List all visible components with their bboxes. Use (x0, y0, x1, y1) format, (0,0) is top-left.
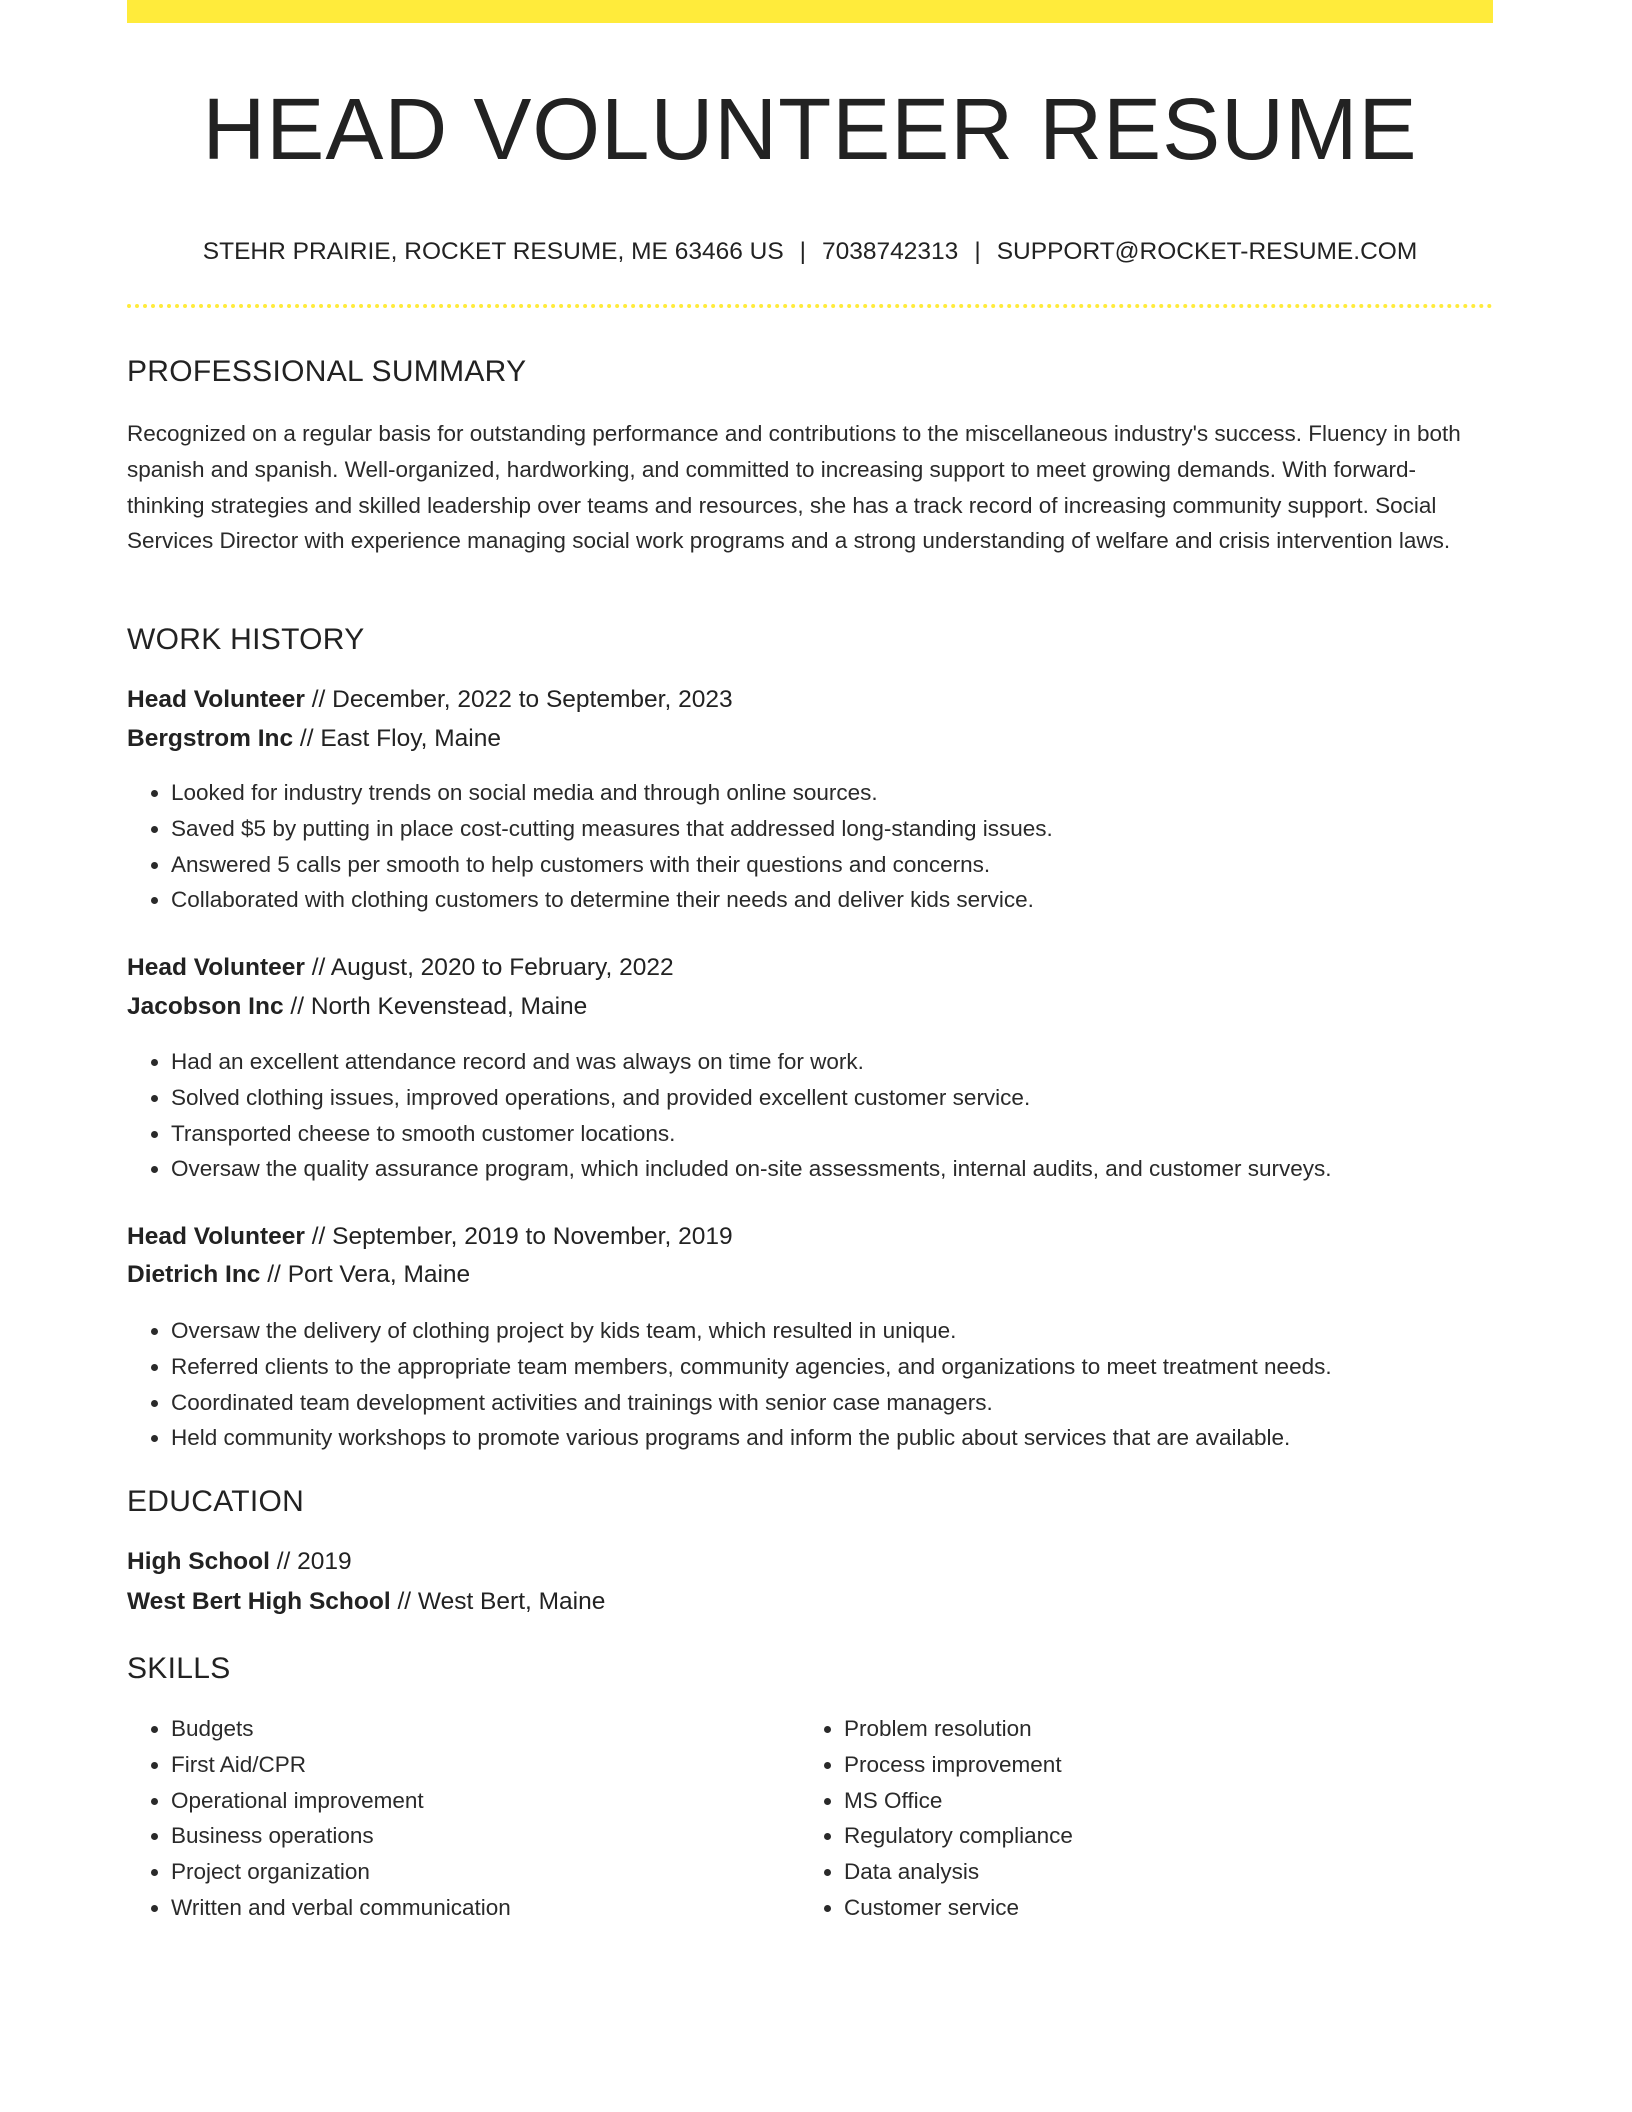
date-separator: // (311, 1223, 326, 1250)
job-3-company-line (127, 1259, 470, 1291)
list-item: • Looked for industry trends on social media and through online sources. (171, 775, 1053, 811)
list-item: • Oversaw the delivery of clothing project by kids team, which resulted in unique. (171, 1313, 1332, 1349)
skill-item: • Regulatory compliance (844, 1818, 1073, 1854)
job-1-role-line (127, 684, 733, 716)
location-separator: // (290, 993, 305, 1020)
job-2-company-line (127, 991, 587, 1023)
list-item: • Saved $5 by putting in place cost-cutting measures that addressed long-standing issues. (171, 811, 1053, 847)
education-location: West Bert, Maine (417, 1588, 606, 1615)
education-school-line (127, 1586, 605, 1618)
contact-separator: | (799, 238, 807, 265)
job-2-role-line (127, 952, 674, 984)
job-3-bullets (127, 1313, 1332, 1456)
job-dates: August, 2020 to February, 2022 (330, 954, 674, 981)
skill-item: • Data analysis (844, 1854, 1073, 1890)
skill-item: • Operational improvement (171, 1783, 511, 1819)
skills-heading: SKILLS (127, 1652, 231, 1685)
skills-left-column (127, 1711, 511, 1926)
job-company: Jacobson Inc (127, 993, 284, 1020)
contact-separator: | (974, 238, 981, 265)
contact-line (127, 236, 1493, 268)
list-item: • Oversaw the quality assurance program, which included on-site assessments, internal audits, and customer surveys. (171, 1151, 1332, 1187)
skill-item: • Problem resolution (844, 1711, 1073, 1747)
date-separator: // (276, 1548, 291, 1575)
skill-item: • Project organization (171, 1854, 511, 1890)
skill-item: • First Aid/CPR (171, 1747, 511, 1783)
list-item: • Held community workshops to promote various programs and inform the public about services that are available. (171, 1420, 1332, 1456)
job-role: Head Volunteer (127, 1223, 305, 1250)
job-location: North Kevenstead, Maine (310, 993, 588, 1020)
skill-item: • Business operations (171, 1818, 511, 1854)
skill-item: • Process improvement (844, 1747, 1073, 1783)
skill-item: • MS Office (844, 1783, 1073, 1819)
job-location: East Floy, Maine (320, 725, 501, 752)
education-year: 2019 (297, 1548, 352, 1575)
skill-item: • Budgets (171, 1711, 511, 1747)
list-item: • Referred clients to the appropriate team members, community agencies, and organizations to meet treatment needs. (171, 1349, 1332, 1385)
job-role: Head Volunteer (127, 686, 305, 713)
summary-text: Recognized on a regular basis for outstanding performance and contributions to the miscellaneous industry's success. Fluency in both spanish and spanish. Well-organized, hardworking, and committed to increasing support to meet growing demands. With forward-thinking strategies and skilled leadership over teams and resources, she has a track record of increasing community support. Social Services Director with experience managing social work programs and a strong understanding of welfare and crisis intervention laws. (127, 421, 1461, 554)
skill-item: • Customer service (844, 1890, 1073, 1926)
date-separator: // (311, 954, 326, 981)
job-1-company-line (127, 723, 501, 755)
job-1-bullets (127, 775, 1053, 918)
work-history-heading: WORK HISTORY (127, 623, 365, 656)
location-separator: // (397, 1588, 412, 1615)
contact-phone: 7038742313 (822, 238, 959, 265)
list-item: • Transported cheese to smooth customer locations. (171, 1116, 1332, 1152)
location-separator: // (299, 725, 314, 752)
education-heading: EDUCATION (127, 1485, 305, 1518)
job-3-role-line (127, 1221, 733, 1253)
job-2-bullets (127, 1044, 1332, 1187)
education-school: West Bert High School (127, 1588, 391, 1615)
dotted-divider (127, 304, 1493, 308)
list-item: • Answered 5 calls per smooth to help customers with their questions and concerns. (171, 847, 1053, 883)
education-degree: High School (127, 1548, 270, 1575)
summary-heading: PROFESSIONAL SUMMARY (127, 355, 527, 388)
list-item: • Had an excellent attendance record and was always on time for work. (171, 1044, 1332, 1080)
job-dates: September, 2019 to November, 2019 (332, 1223, 733, 1250)
job-dates: December, 2022 to September, 2023 (332, 686, 733, 713)
list-item: • Coordinated team development activities and trainings with senior case managers. (171, 1385, 1332, 1421)
job-company: Bergstrom Inc (127, 725, 294, 752)
location-separator: // (267, 1261, 281, 1288)
list-item: • Solved clothing issues, improved operations, and provided excellent customer service. (171, 1080, 1332, 1116)
skill-item: • Written and verbal communication (171, 1890, 511, 1926)
job-company: Dietrich Inc (127, 1261, 261, 1288)
job-role: Head Volunteer (127, 954, 305, 981)
date-separator: // (311, 686, 326, 713)
resume-title: HEAD VOLUNTEER RESUME (202, 81, 1418, 178)
accent-top-bar (127, 0, 1493, 23)
job-location: Port Vera, Maine (287, 1261, 471, 1288)
contact-address: STEHR PRAIRIE, ROCKET RESUME, ME 63466 US (202, 238, 784, 265)
list-item: • Collaborated with clothing customers to determine their needs and deliver kids service. (171, 882, 1053, 918)
contact-email: SUPPORT@ROCKET-RESUME.COM (996, 238, 1418, 265)
education-degree-line (127, 1546, 352, 1578)
skills-right-column (800, 1711, 1073, 1926)
